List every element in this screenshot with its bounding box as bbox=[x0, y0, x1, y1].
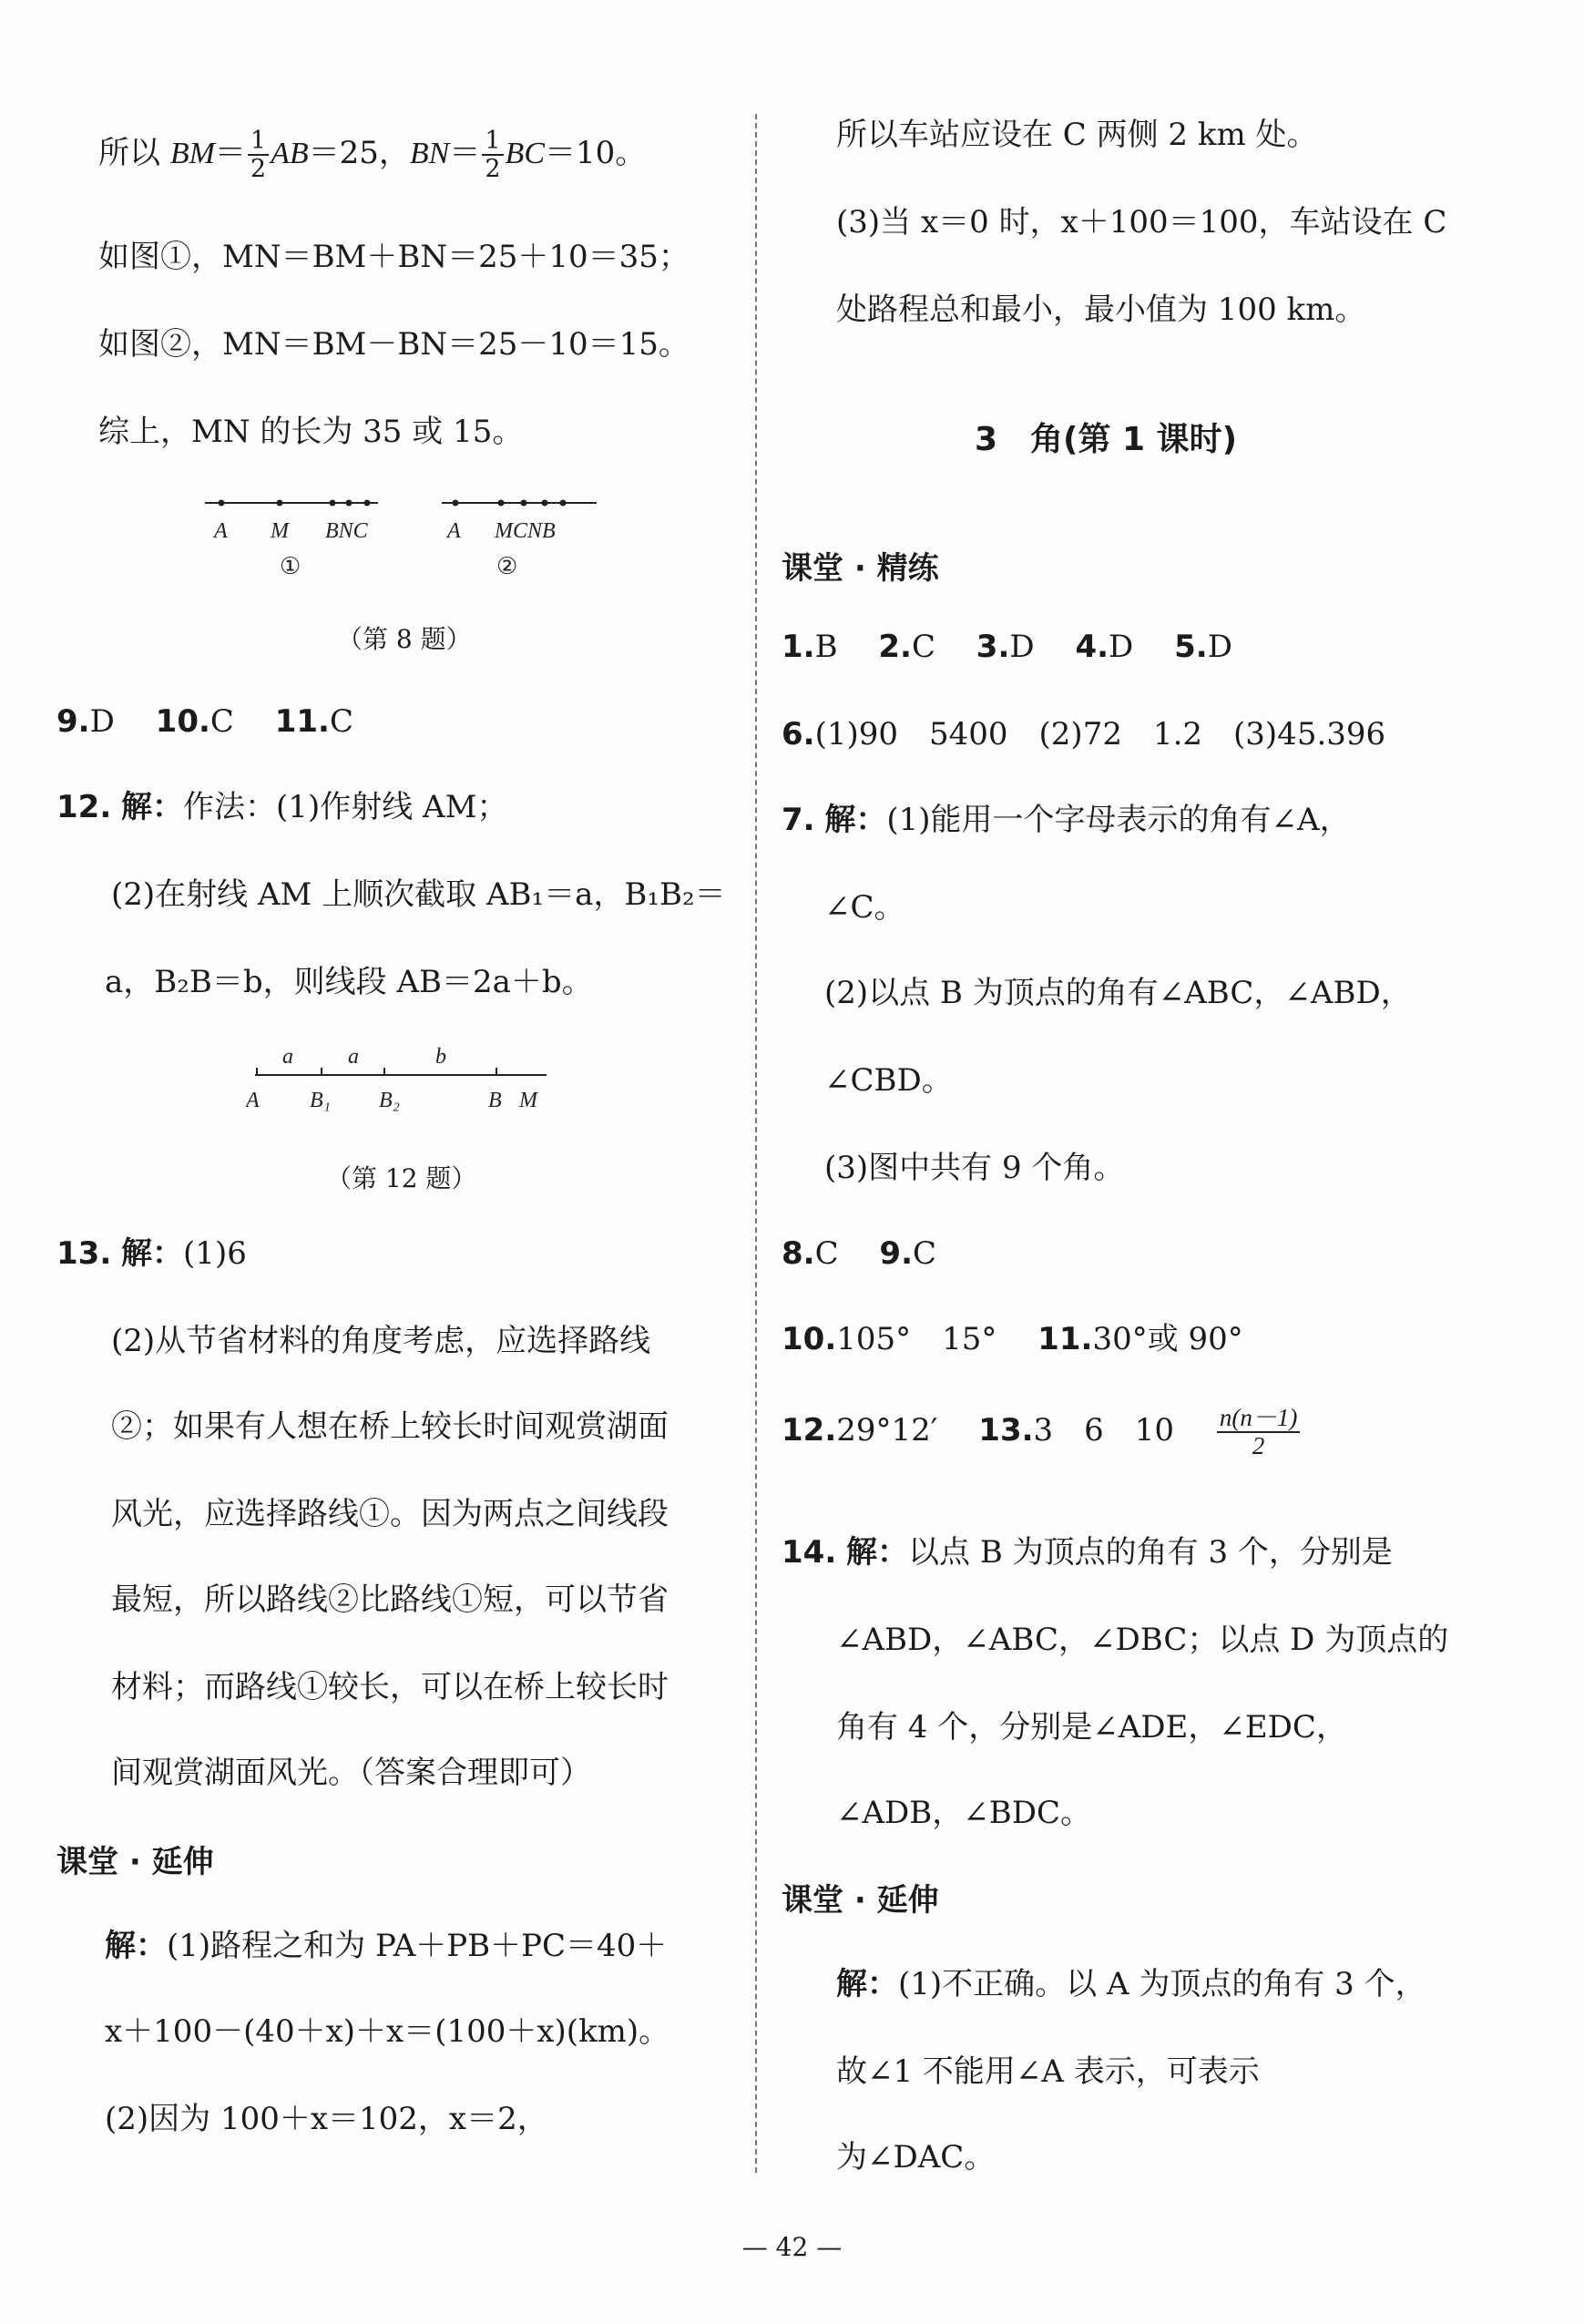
ext-line1: 解：(1)路程之和为 PA＋PB＋PC＝40＋ bbox=[105, 1928, 668, 1964]
fig8-label: A bbox=[214, 519, 228, 543]
q13-line1: 13. 解：(1)6 bbox=[56, 1235, 247, 1272]
fig12-bottom-label: B bbox=[488, 1089, 502, 1112]
right-ext-line3: 为∠DAC。 bbox=[836, 2139, 996, 2176]
fig8-label: MCNB bbox=[495, 519, 556, 543]
fig12-bottom-label: B₁ bbox=[310, 1089, 332, 1112]
q13-line3: ②；如果有人想在桥上较长时间观赏湖面 bbox=[111, 1408, 669, 1445]
q7-line1: 7. 解：(1)能用一个字母表示的角有∠A， bbox=[782, 802, 1351, 838]
fig12-top-label: a bbox=[348, 1045, 359, 1069]
fig8-number: ② bbox=[496, 553, 518, 580]
figure-8-diagram bbox=[196, 483, 597, 583]
fig8-point bbox=[346, 500, 353, 507]
q14-line2: ∠ABD，∠ABC，∠DBC；以点 D 为顶点的 bbox=[836, 1622, 1449, 1658]
column-divider bbox=[755, 114, 757, 2173]
fig12-top-label: a bbox=[282, 1045, 293, 1069]
q7-line4: ∠CBD。 bbox=[824, 1062, 953, 1099]
fig12-bottom-label: B₂ bbox=[379, 1089, 401, 1112]
section-title: 3 角(第 1 课时) bbox=[975, 421, 1238, 458]
answers-10-11: 10.105° 15° 11.30°或 90° bbox=[782, 1321, 1243, 1357]
q12-line1: 12. 解：作法：(1)作射线 AM； bbox=[56, 789, 508, 825]
fig12-bottom-label: M bbox=[519, 1089, 537, 1112]
answers-8-9: 8.C 9.C bbox=[782, 1235, 936, 1272]
answers-1-5: 1.B 2.C 3.D 4.D 5.D bbox=[782, 629, 1232, 665]
answers-12-13: 12.29°12′ 13.3 6 10 $\frac{n(n-1)}{2}$ bbox=[782, 1405, 1302, 1459]
q13-line5: 最短，所以路线②比路线①短，可以节省 bbox=[111, 1582, 669, 1618]
right-ext-line2: 故∠1 不能用∠A 表示，可表示 bbox=[836, 2053, 1260, 2090]
fig8-label: BNC bbox=[325, 519, 368, 543]
fig8-point bbox=[330, 500, 336, 507]
right-line3: 处路程总和最小，最小值为 100 km。 bbox=[836, 292, 1366, 328]
q14-line1: 14. 解：以点 B 为顶点的角有 3 个，分别是 bbox=[782, 1534, 1393, 1571]
fig8-label: M bbox=[271, 519, 289, 543]
fig8-point bbox=[560, 500, 567, 507]
figure-12-diagram bbox=[246, 1039, 556, 1121]
ext-line3: (2)因为 100＋x＝102，x＝2， bbox=[105, 2101, 548, 2137]
q14-line3: 角有 4 个，分别是∠ADE，∠EDC， bbox=[836, 1709, 1347, 1746]
fig12-top-label: b bbox=[435, 1045, 446, 1069]
right-ext-line1: 解：(1)不正确。以 A 为顶点的角有 3 个， bbox=[836, 1966, 1426, 2002]
line-bm-bn: 所以 BM＝ $\frac{1}{2}$ AB＝25，BN＝ $\frac{1}{2}$ BC＝10。 bbox=[98, 127, 647, 183]
q13-line2: (2)从节省材料的角度考虑，应选择路线 bbox=[111, 1323, 651, 1359]
fig8-point bbox=[498, 500, 505, 507]
q13-line4: 风光，应选择路线①。因为两点之间线段 bbox=[111, 1496, 669, 1532]
fig8-point bbox=[542, 500, 548, 507]
section-heading-practice: 课堂 · 精练 bbox=[782, 550, 939, 587]
section-heading-extension: 课堂 · 延伸 bbox=[56, 1844, 214, 1880]
figure-8-caption: （第 8 题） bbox=[337, 624, 472, 654]
q13-line6: 材料；而路线①较长，可以在桥上较长时 bbox=[111, 1669, 669, 1705]
page-number: — 42 — bbox=[741, 2232, 843, 2262]
q7-line5: (3)图中共有 9 个角。 bbox=[824, 1150, 1125, 1186]
fig8-point bbox=[453, 500, 459, 507]
section-heading-extension-right: 课堂 · 延伸 bbox=[782, 1882, 939, 1919]
fig8-point bbox=[277, 500, 283, 507]
fig8-point bbox=[219, 500, 225, 507]
q12-line2: (2)在射线 AM 上顺次截取 AB₁＝a，B₁B₂＝ bbox=[111, 876, 726, 913]
answers-9-11: 9.D 10.C 11.C bbox=[56, 703, 353, 740]
line-figure2: 如图②，MN＝BM－BN＝25－10＝15。 bbox=[98, 326, 690, 363]
fig8-number: ① bbox=[280, 553, 301, 580]
fig12-bottom-label: A bbox=[246, 1089, 260, 1112]
fig8-point bbox=[364, 500, 371, 507]
ext-line2: x＋100－(40＋x)＋x＝(100＋x)(km)。 bbox=[105, 2013, 670, 2050]
right-line2: (3)当 x＝0 时，x＋100＝100，车站设在 C bbox=[836, 204, 1447, 241]
q7-line2: ∠C。 bbox=[824, 889, 905, 926]
q12-line3: a，B₂B＝b，则线段 AB＝2a＋b。 bbox=[105, 964, 593, 1000]
fig8-point bbox=[521, 500, 527, 507]
line-conclusion: 综上，MN 的长为 35 或 15。 bbox=[98, 414, 524, 450]
line-figure1: 如图①，MN＝BM＋BN＝25＋10＝35； bbox=[98, 239, 690, 275]
q13-line7: 间观赏湖面风光。（答案合理即可） bbox=[111, 1755, 591, 1791]
figure-12-caption: （第 12 题） bbox=[326, 1163, 477, 1193]
q7-line3: (2)以点 B 为顶点的角有∠ABC，∠ABD， bbox=[824, 975, 1412, 1011]
q14-line4: ∠ADB，∠BDC。 bbox=[836, 1795, 1092, 1831]
answer-6: 6.(1)90 5400 (2)72 1.2 (3)45.396 bbox=[782, 716, 1386, 752]
right-line1: 所以车站应设在 C 两侧 2 km 处。 bbox=[836, 117, 1318, 153]
fig8-label: A bbox=[447, 519, 461, 543]
